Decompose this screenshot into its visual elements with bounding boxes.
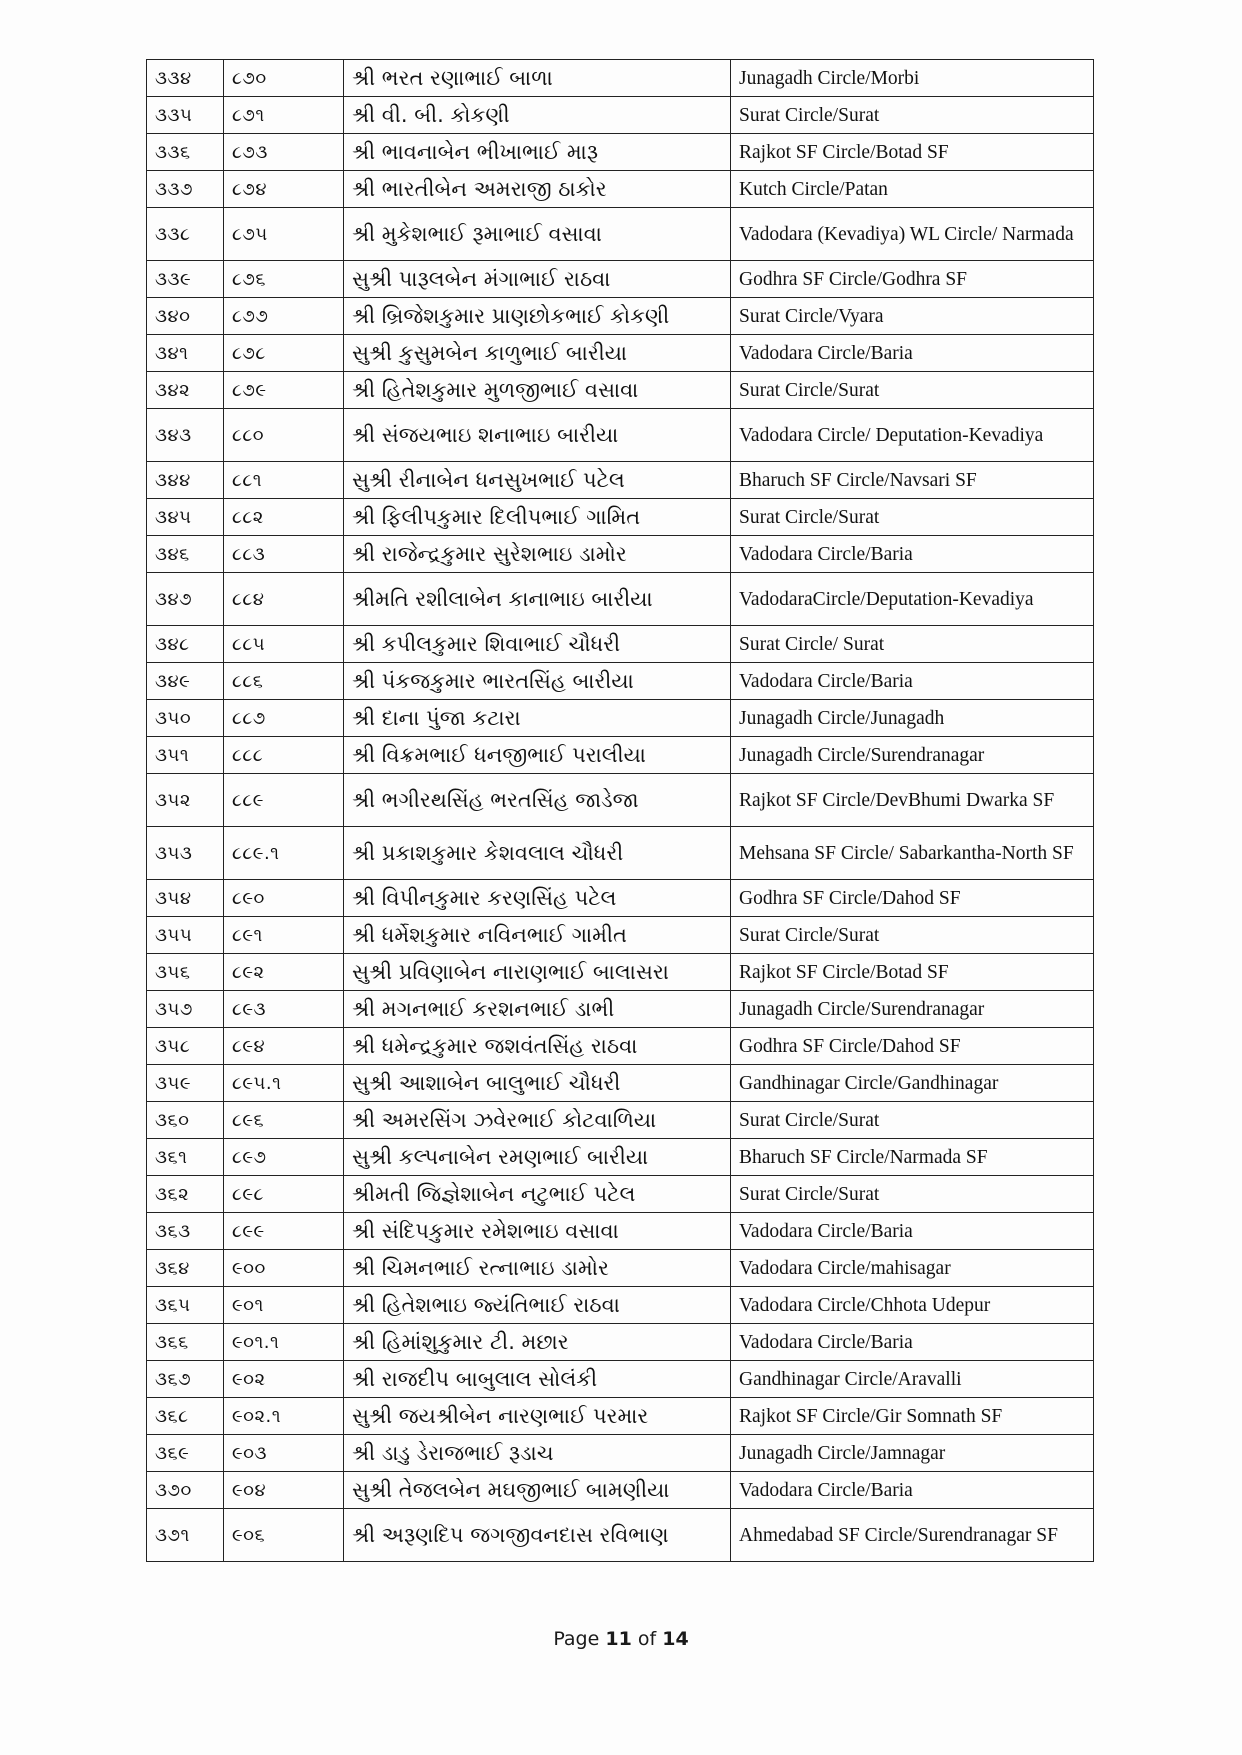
code-number-cell: ૮૮૭	[224, 700, 344, 737]
table-row	[147, 335, 1094, 372]
posting-cell: Surat Circle/Surat	[731, 1176, 1094, 1213]
employee-name-cell: શ્રીમતિ રશીલાબેન કાનાભાઇ બારીયા	[344, 573, 731, 626]
employee-name-cell: સુશ્રી તેજલબેન મઘજીભાઈ બામણીયા	[344, 1472, 731, 1509]
serial-number-cell: ૩૫૫	[147, 917, 224, 954]
posting-cell: Surat Circle/Surat	[731, 1102, 1094, 1139]
employee-name-cell: શ્રી પ્રકાશકુમાર કેશવલાલ ચૌધરી	[344, 827, 731, 880]
serial-number-cell: ૩૩૬	[147, 134, 224, 171]
posting-cell: VadodaraCircle/Deputation-Kevadiya	[731, 573, 1094, 626]
code-number-cell: ૯૦૬	[224, 1509, 344, 1562]
posting-cell: Rajkot SF Circle/Gir Somnath SF	[731, 1398, 1094, 1435]
employee-name-cell: શ્રી ફિલીપકુમાર દિલીપભાઈ ગામિત	[344, 499, 731, 536]
posting-table	[146, 59, 1094, 1562]
employee-name-cell: શ્રી રાજેન્દ્રકુમાર સુરેશભાઇ ડામોર	[344, 536, 731, 573]
table-row	[147, 700, 1094, 737]
code-number-cell: ૮૯૨	[224, 954, 344, 991]
posting-cell: Junagadh Circle/Jamnagar	[731, 1435, 1094, 1472]
posting-cell: Rajkot SF Circle/DevBhumi Dwarka SF	[731, 774, 1094, 827]
current-page-number: 11	[605, 1628, 632, 1650]
table-row	[147, 409, 1094, 462]
serial-number-cell: ૩૪૦	[147, 298, 224, 335]
posting-cell: Surat Circle/Surat	[731, 97, 1094, 134]
posting-table-body	[147, 60, 1094, 1562]
serial-number-cell: ૩૫૭	[147, 991, 224, 1028]
posting-cell: Godhra SF Circle/Dahod SF	[731, 880, 1094, 917]
serial-number-cell: ૩૩૯	[147, 261, 224, 298]
code-number-cell: ૯૦૦	[224, 1250, 344, 1287]
table-row	[147, 298, 1094, 335]
serial-number-cell: ૩૬૮	[147, 1398, 224, 1435]
code-number-cell: ૮૮૯.૧	[224, 827, 344, 880]
table-row	[147, 573, 1094, 626]
employee-name-cell: સુશ્રી જયશ્રીબેન નારણભાઈ પરમાર	[344, 1398, 731, 1435]
posting-cell: Surat Circle/Surat	[731, 372, 1094, 409]
code-number-cell: ૯૦૧	[224, 1287, 344, 1324]
code-number-cell: ૮૭૮	[224, 335, 344, 372]
serial-number-cell: ૩૫૨	[147, 774, 224, 827]
employee-name-cell: શ્રી ધમેન્દ્રકુમાર જશવંતસિંહ રાઠવા	[344, 1028, 731, 1065]
serial-number-cell: ૩૬૦	[147, 1102, 224, 1139]
serial-number-cell: ૩૪૨	[147, 372, 224, 409]
serial-number-cell: ૩૫૦	[147, 700, 224, 737]
serial-number-cell: ૩૭૧	[147, 1509, 224, 1562]
table-row	[147, 774, 1094, 827]
serial-number-cell: ૩૫૧	[147, 737, 224, 774]
table-row	[147, 1398, 1094, 1435]
table-row	[147, 1176, 1094, 1213]
code-number-cell: ૮૯૩	[224, 991, 344, 1028]
serial-number-cell: ૩૪૩	[147, 409, 224, 462]
code-number-cell: ૮૭૧	[224, 97, 344, 134]
employee-name-cell: શ્રી સંજયભાઇ શનાભાઇ બારીયા	[344, 409, 731, 462]
code-number-cell: ૮૭૪	[224, 171, 344, 208]
code-number-cell: ૯૦૩	[224, 1435, 344, 1472]
code-number-cell: ૮૮૯	[224, 774, 344, 827]
serial-number-cell: ૩૬૯	[147, 1435, 224, 1472]
code-number-cell: ૮૭૩	[224, 134, 344, 171]
serial-number-cell: ૩૪૪	[147, 462, 224, 499]
table-row	[147, 261, 1094, 298]
serial-number-cell: ૩૩૮	[147, 208, 224, 261]
posting-cell: Bharuch SF Circle/Navsari SF	[731, 462, 1094, 499]
employee-name-cell: શ્રી ભારતીબેન અમરાજી ઠાકોર	[344, 171, 731, 208]
posting-cell: Godhra SF Circle/Dahod SF	[731, 1028, 1094, 1065]
serial-number-cell: ૩૫૩	[147, 827, 224, 880]
posting-cell: Surat Circle/Surat	[731, 499, 1094, 536]
serial-number-cell: ૩૪૬	[147, 536, 224, 573]
code-number-cell: ૮૮૨	[224, 499, 344, 536]
employee-name-cell: શ્રી ધર્મેશકુમાર નવિનભાઈ ગામીત	[344, 917, 731, 954]
employee-name-cell: શ્રી હિમાંશુકુમાર ટી. મછાર	[344, 1324, 731, 1361]
table-row	[147, 372, 1094, 409]
code-number-cell: ૯૦૪	[224, 1472, 344, 1509]
employee-name-cell: શ્રી વિક્રમભાઈ ધનજીભાઈ પરાલીયા	[344, 737, 731, 774]
employee-name-cell: શ્રી ચિમનભાઈ રત્નાભાઇ ડામોર	[344, 1250, 731, 1287]
table-row	[147, 1213, 1094, 1250]
code-number-cell: ૮૯૯	[224, 1213, 344, 1250]
posting-cell: Vadodara Circle/Baria	[731, 663, 1094, 700]
table-row	[147, 1509, 1094, 1562]
table-row	[147, 1028, 1094, 1065]
table-row	[147, 917, 1094, 954]
table-row	[147, 171, 1094, 208]
employee-name-cell: શ્રી ડાડુ ડેરાજભાઈ રૂડાચ	[344, 1435, 731, 1472]
serial-number-cell: ૩૬૬	[147, 1324, 224, 1361]
posting-cell: Junagadh Circle/Junagadh	[731, 700, 1094, 737]
table-row	[147, 1287, 1094, 1324]
table-row	[147, 134, 1094, 171]
employee-name-cell: શ્રી અમરસિંગ ઝવેરભાઈ કોટવાળિયા	[344, 1102, 731, 1139]
employee-name-cell: સુશ્રી કુસુમબેન કાળુભાઈ બારીયા	[344, 335, 731, 372]
employee-name-cell: શ્રી દાના પુંજા કટારા	[344, 700, 731, 737]
employee-name-cell: શ્રી સંદિપકુમાર રમેશભાઇ વસાવા	[344, 1213, 731, 1250]
serial-number-cell: ૩૪૭	[147, 573, 224, 626]
employee-name-cell: સુશ્રી રીનાબેન ધનસુખભાઈ પટેલ	[344, 462, 731, 499]
code-number-cell: ૮૯૮	[224, 1176, 344, 1213]
table-row	[147, 737, 1094, 774]
code-number-cell: ૮૮૬	[224, 663, 344, 700]
total-pages-number: 14	[662, 1628, 689, 1650]
code-number-cell: ૮૭૫	[224, 208, 344, 261]
code-number-cell: ૮૭૬	[224, 261, 344, 298]
serial-number-cell: ૩૪૯	[147, 663, 224, 700]
table-row	[147, 1435, 1094, 1472]
employee-name-cell: શ્રી મુકેશભાઈ રૂમાભાઈ વસાવા	[344, 208, 731, 261]
serial-number-cell: ૩૬૧	[147, 1139, 224, 1176]
posting-cell: Kutch Circle/Patan	[731, 171, 1094, 208]
code-number-cell: ૯૦૨.૧	[224, 1398, 344, 1435]
table-row	[147, 880, 1094, 917]
employee-name-cell: શ્રી પંકજકુમાર ભારતસિંહ બારીયા	[344, 663, 731, 700]
posting-cell: Vadodara Circle/Baria	[731, 536, 1094, 573]
employee-name-cell: શ્રી કપીલકુમાર શિવાભાઈ ચૌધરી	[344, 626, 731, 663]
page-of-label: of	[637, 1628, 657, 1650]
employee-name-cell: સુશ્રી કલ્પનાબેન રમણભાઈ બારીયા	[344, 1139, 731, 1176]
posting-cell: Gandhinagar Circle/Aravalli	[731, 1361, 1094, 1398]
serial-number-cell: ૩૫૪	[147, 880, 224, 917]
code-number-cell: ૮૮૮	[224, 737, 344, 774]
table-row	[147, 1361, 1094, 1398]
employee-name-cell: સુશ્રી આશાબેન બાલુભાઈ ચૌધરી	[344, 1065, 731, 1102]
table-row	[147, 991, 1094, 1028]
code-number-cell: ૮૭૭	[224, 298, 344, 335]
code-number-cell: ૮૯૫.૧	[224, 1065, 344, 1102]
serial-number-cell: ૩૪૮	[147, 626, 224, 663]
employee-name-cell: શ્રી વી. બી. કોકણી	[344, 97, 731, 134]
table-row	[147, 626, 1094, 663]
table-row	[147, 663, 1094, 700]
serial-number-cell: ૩૫૮	[147, 1028, 224, 1065]
posting-cell: Bharuch SF Circle/Narmada SF	[731, 1139, 1094, 1176]
code-number-cell: ૮૮૦	[224, 409, 344, 462]
employee-name-cell: શ્રી મગનભાઈ કરશનભાઈ ડાભી	[344, 991, 731, 1028]
code-number-cell: ૮૯૦	[224, 880, 344, 917]
posting-cell: Gandhinagar Circle/Gandhinagar	[731, 1065, 1094, 1102]
code-number-cell: ૮૮૩	[224, 536, 344, 573]
employee-name-cell: શ્રી બ્રિજેશકુમાર પ્રાણછોકભાઈ કોકણી	[344, 298, 731, 335]
table-row	[147, 1065, 1094, 1102]
table-row	[147, 1472, 1094, 1509]
serial-number-cell: ૩૬૨	[147, 1176, 224, 1213]
posting-cell: Junagadh Circle/Surendranagar	[731, 737, 1094, 774]
posting-cell: Rajkot SF Circle/Botad SF	[731, 134, 1094, 171]
table-row	[147, 1102, 1094, 1139]
employee-name-cell: સુશ્રી પ્રવિણાબેન નારાણભાઈ બાલાસરા	[344, 954, 731, 991]
posting-cell: Junagadh Circle/Morbi	[731, 60, 1094, 97]
serial-number-cell: ૩૫૯	[147, 1065, 224, 1102]
employee-name-cell: શ્રી વિપીનકુમાર કરણસિંહ પટેલ	[344, 880, 731, 917]
table-row	[147, 827, 1094, 880]
serial-number-cell: ૩૪૫	[147, 499, 224, 536]
posting-cell: Mehsana SF Circle/ Sabarkantha-North SF	[731, 827, 1094, 880]
table-row	[147, 1139, 1094, 1176]
table-row	[147, 60, 1094, 97]
code-number-cell: ૮૭૦	[224, 60, 344, 97]
code-number-cell: ૮૯૭	[224, 1139, 344, 1176]
serial-number-cell: ૩૩૫	[147, 97, 224, 134]
posting-cell: Vadodara Circle/Baria	[731, 1472, 1094, 1509]
employee-name-cell: શ્રી હિતેશભાઇ જ્યંતિભાઈ રાઠવા	[344, 1287, 731, 1324]
table-row	[147, 208, 1094, 261]
employee-name-cell: શ્રી ભાવનાબેન ભીખાભાઈ મારૂ	[344, 134, 731, 171]
posting-cell: Surat Circle/ Surat	[731, 626, 1094, 663]
table-row	[147, 499, 1094, 536]
posting-cell: Vadodara Circle/ Deputation-Kevadiya	[731, 409, 1094, 462]
serial-number-cell: ૩૬૪	[147, 1250, 224, 1287]
code-number-cell: ૮૯૪	[224, 1028, 344, 1065]
employee-name-cell: શ્રી ભગીરથસિંહ ભરતસિંહ જાડેજા	[344, 774, 731, 827]
employee-name-cell: સુશ્રી પારૂલબેન મંગાભાઈ રાઠવા	[344, 261, 731, 298]
posting-cell: Vadodara Circle/Chhota Udepur	[731, 1287, 1094, 1324]
table-row	[147, 954, 1094, 991]
employee-name-cell: શ્રીમતી જિજ્ઞેશાબેન નટુભાઈ પટેલ	[344, 1176, 731, 1213]
posting-cell: Surat Circle/Vyara	[731, 298, 1094, 335]
posting-cell: Ahmedabad SF Circle/Surendranagar SF	[731, 1509, 1094, 1562]
posting-cell: Surat Circle/Surat	[731, 917, 1094, 954]
serial-number-cell: ૩૬૫	[147, 1287, 224, 1324]
posting-cell: Vadodara Circle/Baria	[731, 1324, 1094, 1361]
serial-number-cell: ૩૩૭	[147, 171, 224, 208]
posting-cell: Vadodara Circle/Baria	[731, 335, 1094, 372]
employee-name-cell: શ્રી હિતેશકુમાર મુળજીભાઈ વસાવા	[344, 372, 731, 409]
posting-cell: Godhra SF Circle/Godhra SF	[731, 261, 1094, 298]
serial-number-cell: ૩૪૧	[147, 335, 224, 372]
serial-number-cell: ૩૭૦	[147, 1472, 224, 1509]
posting-cell: Junagadh Circle/Surendranagar	[731, 991, 1094, 1028]
code-number-cell: ૮૭૯	[224, 372, 344, 409]
code-number-cell: ૮૯૬	[224, 1102, 344, 1139]
serial-number-cell: ૩૬૩	[147, 1213, 224, 1250]
table-row	[147, 1250, 1094, 1287]
code-number-cell: ૮૮૪	[224, 573, 344, 626]
serial-number-cell: ૩૬૭	[147, 1361, 224, 1398]
code-number-cell: ૮૮૫	[224, 626, 344, 663]
posting-cell: Vadodara (Kevadiya) WL Circle/ Narmada	[731, 208, 1094, 261]
code-number-cell: ૮૯૧	[224, 917, 344, 954]
employee-name-cell: શ્રી ભરત રણાભાઈ બાળા	[344, 60, 731, 97]
employee-name-cell: શ્રી અરૂણદિપ જગજીવનદાસ રવિભાણ	[344, 1509, 731, 1562]
employee-name-cell: શ્રી રાજદીપ બાબુલાલ સોલંકી	[344, 1361, 731, 1398]
posting-cell: Vadodara Circle/mahisagar	[731, 1250, 1094, 1287]
table-row	[147, 462, 1094, 499]
code-number-cell: ૮૮૧	[224, 462, 344, 499]
page-footer	[0, 1628, 1242, 1650]
posting-cell: Vadodara Circle/Baria	[731, 1213, 1094, 1250]
code-number-cell: ૯૦૨	[224, 1361, 344, 1398]
serial-number-cell: ૩૩૪	[147, 60, 224, 97]
table-row	[147, 1324, 1094, 1361]
table-row	[147, 536, 1094, 573]
code-number-cell: ૯૦૧.૧	[224, 1324, 344, 1361]
serial-number-cell: ૩૫૬	[147, 954, 224, 991]
table-row	[147, 97, 1094, 134]
page-label: Page	[553, 1628, 600, 1650]
posting-cell: Rajkot SF Circle/Botad SF	[731, 954, 1094, 991]
